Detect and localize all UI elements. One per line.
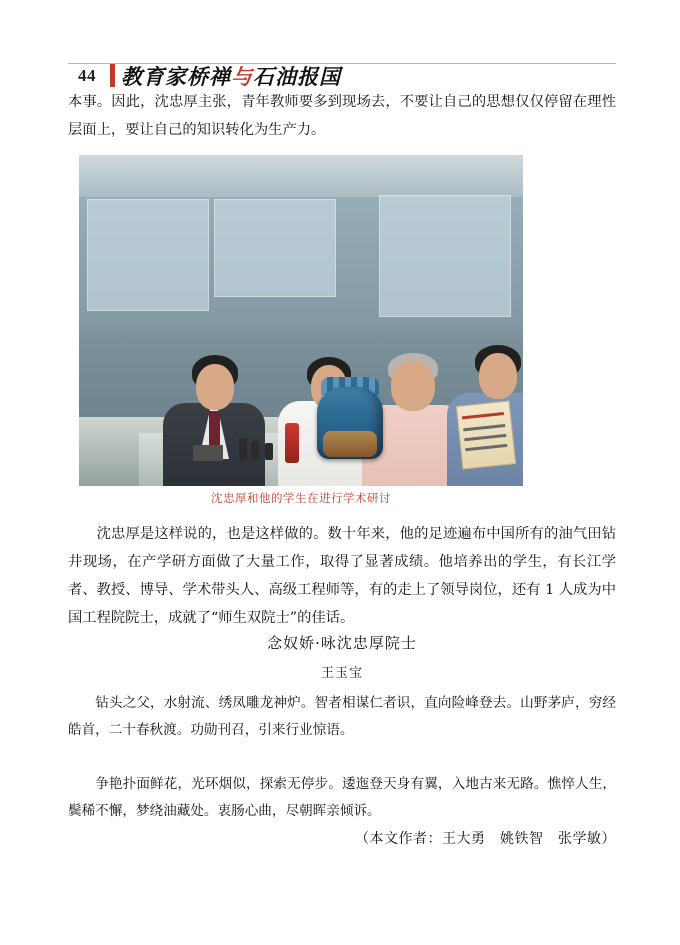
photo-person-head: [391, 361, 435, 411]
photo-poster-line: [465, 444, 507, 451]
poem-stanza-one: 钻头之父，水射流、绣凤雕龙神炉。智者相谋仁者识，直向险峰登去。山野茅庐，穷经皓首，二十春秋渡。功勋刊召，引来行业惊语。: [68, 695, 616, 738]
book-title-prefix: 教育家桥禅: [121, 64, 231, 89]
photo-ceiling: [79, 155, 523, 197]
photo-poster-line: [462, 412, 504, 419]
photo-drill-bit: [317, 387, 383, 459]
book-title-suffix: 石油报国: [253, 64, 341, 89]
header-accent-bar: [110, 63, 115, 87]
page-header: [0, 30, 680, 89]
photo-sample-box: [193, 445, 223, 461]
header-divider: [68, 63, 616, 64]
photo-sample-tube: [265, 443, 273, 460]
book-title-accent: 与: [231, 64, 253, 89]
photo-poster-line: [463, 424, 505, 431]
photo-window: [379, 195, 511, 317]
paragraph-two: 沈忠厚是这样说的，也是这样做的。数十年来，他的足迹遍布中国所有的油气田钻井现场，在产学研方面做了大量工作，取得了显著成绩。他培养出的学生，有长江学者、教授、博导、学术带头人、高级工程师等，有的走上了领导岗位，还有 1 人成为中国工程院院士，成就了“师生双院士”的佳话。: [68, 526, 616, 626]
author-credit: （本文作者：王大勇 姚铁智 张学敏）: [355, 831, 616, 847]
photo-group-discussion: [79, 155, 523, 486]
photo-red-tube: [285, 423, 299, 463]
photo-poster: [456, 400, 516, 469]
photo-person-head: [479, 353, 517, 399]
photo-sample-tube: [239, 438, 247, 460]
photo-person-head: [196, 364, 234, 410]
paragraph-top: 本事。因此，沈忠厚主张，青年教师要多到现场去，不要让自己的思想仅仅停留在理性层面上，要让自己的知识转化为生产力。: [68, 94, 616, 138]
book-title: [121, 61, 341, 91]
photo-poster-line: [464, 434, 506, 441]
poem-title: 念奴娇·咏沈忠厚院士: [267, 634, 417, 652]
poem-stanza-two: 争艳扑面鲜花，光环烟似，探索无停步。逶迤登天身有翼，入地古来无路。憔悴人生，鬓稀不懈，梦绕油藏处。衷肠心曲，尽朝晖亲倾诉。: [68, 776, 616, 819]
photo-window: [87, 199, 209, 311]
photo-sample-tube: [251, 441, 259, 460]
photo-canvas: [79, 155, 523, 486]
photo-caption: 沈忠厚和他的学生在进行学术研讨: [211, 491, 391, 505]
page-number: 44: [78, 66, 96, 85]
poem-author: 王玉宝: [320, 666, 363, 681]
photo-window: [214, 199, 336, 297]
